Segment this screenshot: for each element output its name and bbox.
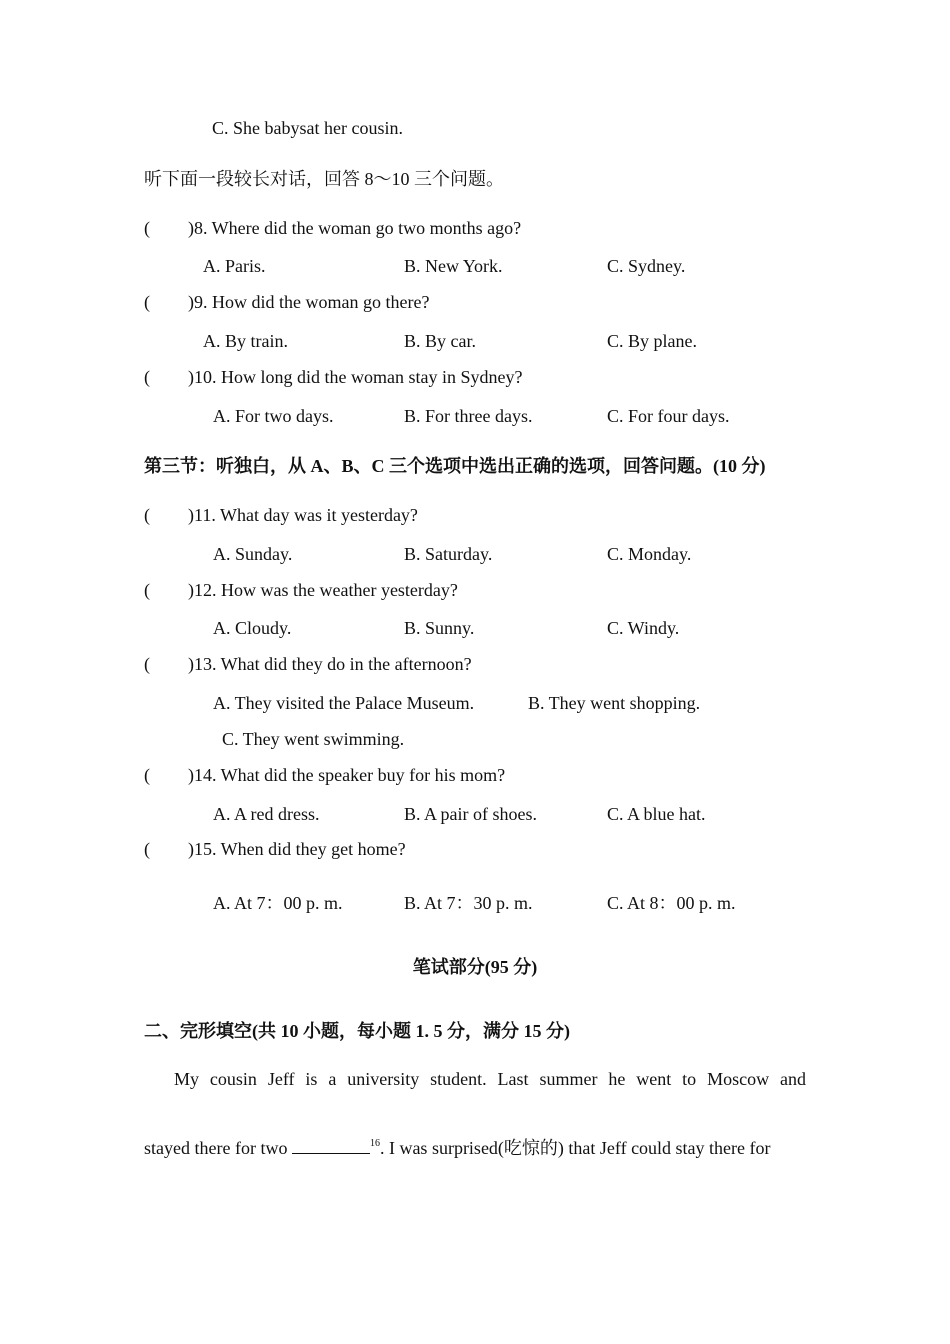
written-part-title: 笔试部分(95 分): [412, 957, 538, 977]
option-a: A. By train.: [203, 331, 288, 351]
option-a: A. Paris.: [203, 256, 266, 276]
question-text: )15. When did they get home?: [188, 839, 406, 859]
question-text: )9. How did the woman go there?: [188, 292, 430, 312]
answer-paren[interactable]: (: [144, 367, 150, 387]
answer-blank[interactable]: [292, 1137, 370, 1154]
option-c: C. For four days.: [607, 406, 730, 426]
option-b: B. A pair of shoes.: [404, 804, 537, 824]
option-c: C. Sydney.: [607, 256, 686, 276]
question-text: )13. What did they do in the afternoon?: [188, 654, 472, 674]
question-text: )12. How was the weather yesterday?: [188, 580, 458, 600]
answer-paren[interactable]: (: [144, 839, 150, 859]
option-a: A. At 7：00 p. m.: [213, 893, 343, 913]
question-text: )10. How long did the woman stay in Sydney?: [188, 367, 523, 387]
question-text: )14. What did the speaker buy for his mom?: [188, 765, 506, 785]
option-c: C. By plane.: [607, 331, 697, 351]
option-c: C. Monday.: [607, 544, 692, 564]
option-a: A. They visited the Palace Museum.: [213, 693, 475, 713]
option-b: B. They went shopping.: [528, 693, 701, 713]
option-b: B. Saturday.: [404, 544, 493, 564]
option-c-prev: C. She babysat her cousin.: [212, 118, 403, 138]
option-c: C. A blue hat.: [607, 804, 706, 824]
cloze-section-title: 二、完形填空(共 10 小题，每小题 1. 5 分，满分 15 分): [144, 1021, 570, 1041]
option-b: B. For three days.: [404, 406, 533, 426]
option-c: C. Windy.: [607, 618, 680, 638]
option-b: B. Sunny.: [404, 618, 475, 638]
option-c: C. At 8：00 p. m.: [607, 893, 736, 913]
answer-paren[interactable]: (: [144, 765, 150, 785]
question-text: )8. Where did the woman go two months ago?: [188, 218, 522, 238]
option-b: B. New York.: [404, 256, 503, 276]
option-b: B. By car.: [404, 331, 476, 351]
answer-paren[interactable]: (: [144, 580, 150, 600]
answer-paren[interactable]: (: [144, 654, 150, 674]
cloze-line-2: [144, 1133, 806, 1159]
answer-paren[interactable]: (: [144, 505, 150, 525]
option-a: A. For two days.: [213, 406, 334, 426]
option-b: B. At 7：30 p. m.: [404, 893, 533, 913]
answer-paren[interactable]: (: [144, 218, 150, 238]
blank-number: 16: [369, 1138, 380, 1149]
option-a: A. Sunday.: [213, 544, 293, 564]
answer-paren[interactable]: (: [144, 292, 150, 312]
cloze-text: . I was surprised(吃惊的) that Jeff could stay there for: [379, 1138, 771, 1158]
section-3-title: 第三节：听独白，从 A、B、C 三个选项中选出正确的选项，回答问题。(10 分): [144, 456, 766, 476]
option-a: A. Cloudy.: [213, 618, 292, 638]
instruction-8-10: 听下面一段较长对话，回答 8～10 三个问题。: [144, 169, 504, 189]
option-a: A. A red dress.: [213, 804, 320, 824]
cloze-text: stayed there for two: [144, 1138, 292, 1158]
option-c: C. They went swimming.: [222, 729, 405, 749]
question-text: )11. What day was it yesterday?: [188, 505, 418, 525]
cloze-line-1: My cousin Jeff is a university student. Last summer he went to Moscow and: [174, 1069, 806, 1089]
